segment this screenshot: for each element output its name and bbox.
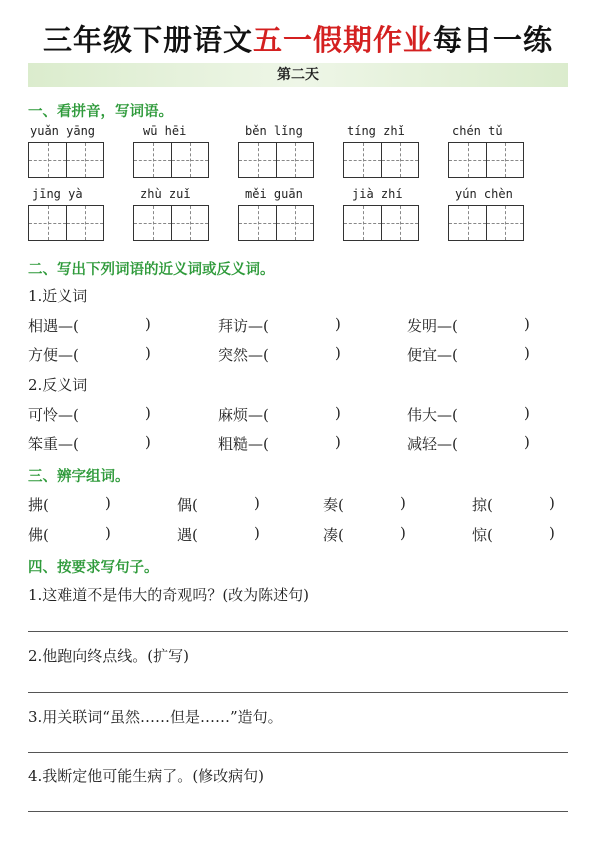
close-paren: ) [105,524,111,542]
answer-line-3[interactable] [28,752,568,753]
pinyin-label: yuǎn yāng [30,124,96,138]
writing-grid[interactable] [238,205,314,241]
pinyin-label: wū hēi [143,124,187,138]
question-4: 4.我断定他可能生病了。(修改病句) [28,767,265,785]
close-paren: ) [145,404,151,422]
section-4-heading: 四、按要求写句子。 [28,560,159,576]
synonym-item: 突然—( [218,346,269,364]
pinyin-label: yún chèn [455,187,513,201]
char-item: 奏( [323,496,344,514]
pinyin-label: chén tǔ [452,124,503,138]
synonym-item: 发明—( [407,317,458,335]
title-part-3: 每日一练 [433,23,554,57]
answer-line-4[interactable] [28,811,568,812]
pinyin-label: zhù zuǐ [140,187,191,201]
close-paren: ) [549,524,555,542]
synonym-item: 方便—( [28,346,79,364]
char-item: 佛( [28,526,49,544]
antonym-item: 伟大—( [407,406,458,424]
question-2: 2.他跑向终点线。(扩写) [28,647,190,665]
question-1: 1.这难道不是伟大的奇观吗？(改为陈述句) [28,586,310,604]
title-part-1: 三年级下册语文 [42,23,253,57]
antonym-item: 减轻—( [407,435,458,453]
answer-line-1[interactable] [28,631,568,632]
pinyin-label: jīng yà [32,187,83,201]
char-item: 掠( [472,496,493,514]
day-label: 第二天 [277,67,319,83]
synonym-item: 相遇—( [28,317,79,335]
antonym-item: 粗糙—( [218,435,269,453]
close-paren: ) [524,433,530,451]
antonym-item: 可怜—( [28,406,79,424]
close-paren: ) [145,344,151,362]
section-3-heading: 三、辨字组词。 [28,469,130,485]
close-paren: ) [549,494,555,512]
writing-grid[interactable] [133,205,209,241]
writing-grid[interactable] [28,205,104,241]
question-3: 3.用关联词“虽然……但是……”造句。 [28,708,283,726]
close-paren: ) [524,344,530,362]
writing-grid[interactable] [448,142,524,178]
close-paren: ) [400,494,406,512]
writing-grid[interactable] [28,142,104,178]
antonym-item: 笨重—( [28,435,79,453]
char-item: 遇( [177,526,198,544]
antonym-label: 2.反义词 [28,376,88,394]
answer-line-2[interactable] [28,692,568,693]
close-paren: ) [524,315,530,333]
char-item: 凑( [323,526,344,544]
pinyin-label: tíng zhǐ [347,124,405,138]
day-banner [28,63,568,87]
worksheet-title [0,18,596,59]
close-paren: ) [335,315,341,333]
writing-grid[interactable] [238,142,314,178]
close-paren: ) [524,404,530,422]
writing-grid[interactable] [343,205,419,241]
close-paren: ) [254,524,260,542]
close-paren: ) [335,404,341,422]
close-paren: ) [145,433,151,451]
pinyin-label: měi guān [245,187,303,201]
section-1-heading: 一、看拼音，写词语。 [28,104,173,120]
writing-grid[interactable] [133,142,209,178]
antonym-item: 麻烦—( [218,406,269,424]
char-item: 偶( [177,496,198,514]
close-paren: ) [105,494,111,512]
title-part-2: 五一假期作业 [252,23,433,57]
writing-grid[interactable] [343,142,419,178]
close-paren: ) [145,315,151,333]
synonym-label: 1.近义词 [28,287,88,305]
writing-grid[interactable] [448,205,524,241]
char-item: 拂( [28,496,49,514]
close-paren: ) [335,344,341,362]
pinyin-label: jià zhí [352,187,403,201]
synonym-item: 便宜—( [407,346,458,364]
close-paren: ) [254,494,260,512]
close-paren: ) [335,433,341,451]
pinyin-label: běn lǐng [245,124,303,138]
close-paren: ) [400,524,406,542]
section-2-heading: 二、写出下列词语的近义词或反义词。 [28,262,275,278]
synonym-item: 拜访—( [218,317,269,335]
char-item: 惊( [472,526,493,544]
